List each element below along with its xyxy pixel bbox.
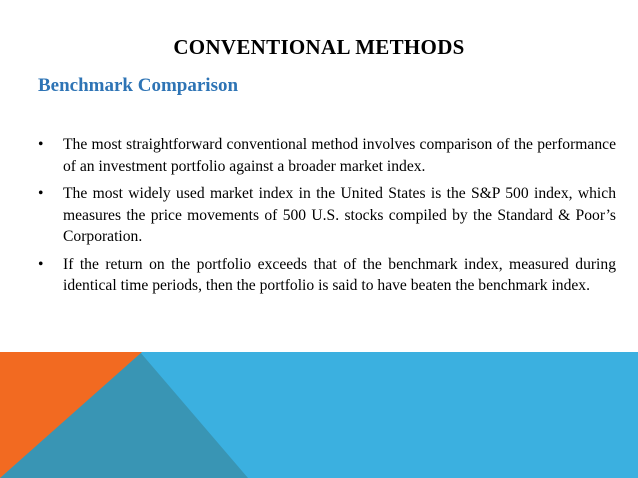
bullet-list — [38, 134, 616, 303]
slide-subtitle: Benchmark Comparison — [38, 75, 239, 96]
slide-title: CONVENTIONAL METHODS — [173, 35, 465, 59]
bullet-text-1: The most straightforward conventional method involves comparison of the performance of an investment portfolio against a broader market index. — [63, 136, 616, 175]
bullet-text-3: If the return on the portfolio exceeds that of the benchmark index, measured during identical time periods, then the portfolio is said to have beaten the benchmark index. — [63, 255, 616, 294]
bullet-item-1 — [38, 134, 616, 177]
bullet-item-2 — [38, 183, 616, 248]
bullet-mark: • — [38, 136, 44, 153]
bullet-mark: • — [38, 255, 44, 273]
bullet-item-3 — [38, 254, 616, 297]
bullet-text-2: The most widely used market index in the United States is the S&P 500 index, which measures the price movements of 500 U.S. stocks compiled by the Standard & Poor’s Corporation. — [63, 185, 616, 245]
decorative-bottom-band — [0, 352, 638, 478]
bullet-mark: • — [38, 185, 44, 202]
